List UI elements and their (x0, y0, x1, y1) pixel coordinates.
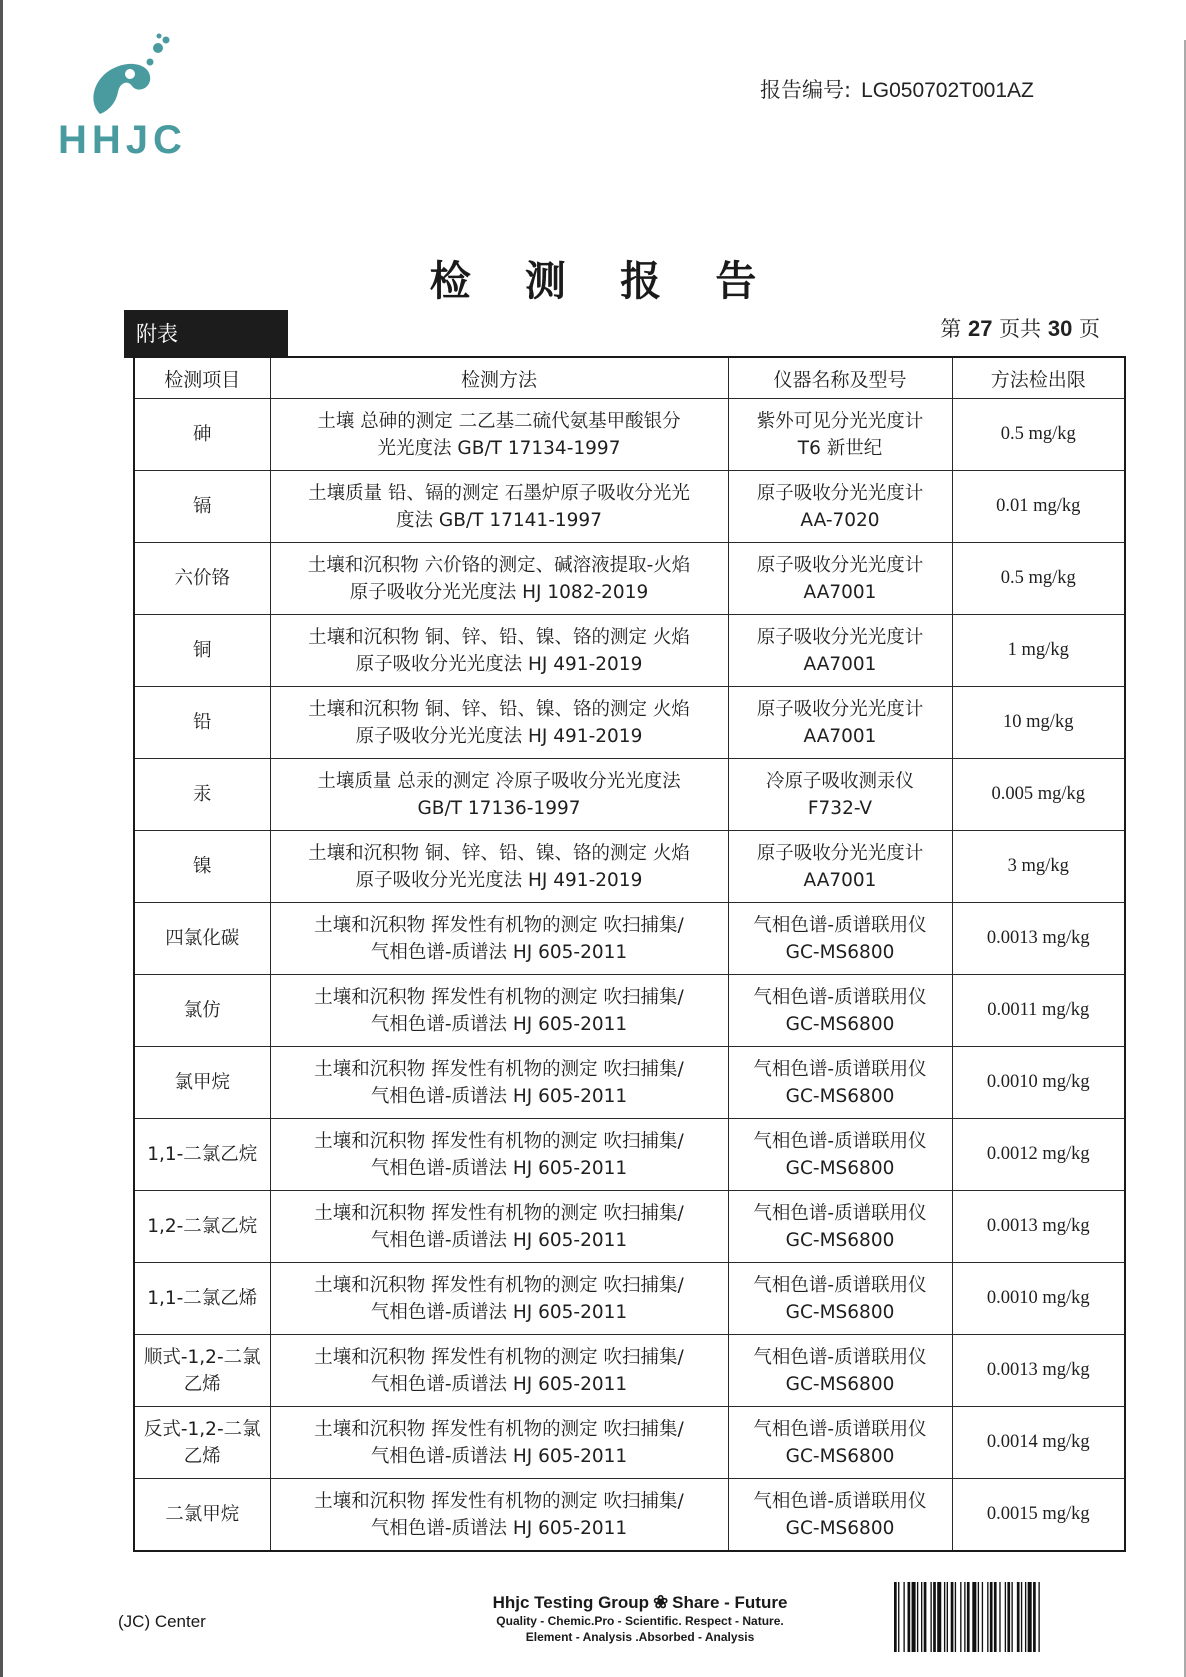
method-line-2: 原子吸收分光光度法 HJ 1082-2019 (349, 581, 649, 603)
table-row (134, 1047, 1125, 1119)
method-line-2: GB/T 17136-1997 (417, 797, 581, 819)
header-method: 检测方法 (270, 357, 728, 399)
instrument-name: 气相色谱-质谱联用仪 (753, 1058, 927, 1080)
method-line-2: 气相色谱-质谱法 HJ 605-2011 (370, 1517, 628, 1539)
cell-item (134, 1335, 270, 1407)
cell-method (270, 1407, 728, 1479)
instrument-model: AA7001 (803, 653, 877, 675)
cell-instrument (728, 903, 952, 975)
cell-limit: 0.005 mg/kg (952, 759, 1125, 831)
header-limit: 方法检出限 (952, 357, 1125, 399)
page-count-suffix: 页 (1079, 317, 1100, 341)
instrument-model: GC-MS6800 (785, 1301, 895, 1323)
logo-drop-icon (58, 30, 188, 120)
cell-limit: 0.5 mg/kg (952, 543, 1125, 615)
method-line-1: 土壤和沉积物 铜、锌、铅、镍、铬的测定 火焰 (308, 698, 690, 720)
instrument-name: 气相色谱-质谱联用仪 (753, 1418, 927, 1440)
header-instrument: 仪器名称及型号 (728, 357, 952, 399)
method-line-2: 气相色谱-质谱法 HJ 605-2011 (370, 1229, 628, 1251)
table-row (134, 1263, 1125, 1335)
brand-right: Share - Future (672, 1593, 788, 1612)
cell-limit: 10 mg/kg (952, 687, 1125, 759)
method-line-1: 土壤和沉积物 挥发性有机物的测定 吹扫捕集/ (314, 1274, 684, 1296)
instrument-name: 原子吸收分光光度计 (756, 554, 924, 576)
cell-limit: 0.0010 mg/kg (952, 1047, 1125, 1119)
footer-slogan-2: Element - Analysis .Absorbed - Analysis (525, 1630, 755, 1644)
cell-method (270, 1263, 728, 1335)
cell-limit: 0.0010 mg/kg (952, 1263, 1125, 1335)
method-line-2: 气相色谱-质谱法 HJ 605-2011 (370, 1301, 628, 1323)
method-line-1: 土壤和沉积物 挥发性有机物的测定 吹扫捕集/ (314, 1418, 684, 1440)
footer-brand-block (440, 1592, 840, 1645)
method-line-2: 原子吸收分光光度法 HJ 491-2019 (355, 725, 643, 747)
instrument-name: 气相色谱-质谱联用仪 (753, 1490, 927, 1512)
cell-instrument (728, 759, 952, 831)
method-line-1: 土壤和沉积物 挥发性有机物的测定 吹扫捕集/ (314, 1346, 684, 1368)
instrument-name: 紫外可见分光光度计 (756, 410, 924, 432)
instrument-model: AA-7020 (800, 509, 880, 531)
footer-slogan-1: Quality - Chemic.Pro - Scientific. Respect - Nature. (496, 1614, 784, 1628)
method-line-1: 土壤和沉积物 六价铬的测定、碱溶液提取-火焰 (307, 554, 691, 576)
cell-instrument (728, 615, 952, 687)
cell-item (134, 1191, 270, 1263)
instrument-model: GC-MS6800 (785, 1373, 895, 1395)
instrument-name: 原子吸收分光光度计 (756, 482, 924, 504)
method-line-2: 气相色谱-质谱法 HJ 605-2011 (370, 1373, 628, 1395)
instrument-name: 气相色谱-质谱联用仪 (753, 1202, 927, 1224)
method-line-1: 土壤和沉积物 挥发性有机物的测定 吹扫捕集/ (314, 1490, 684, 1512)
cell-limit: 0.01 mg/kg (952, 471, 1125, 543)
method-line-1: 土壤和沉积物 挥发性有机物的测定 吹扫捕集/ (314, 914, 684, 936)
cell-limit: 0.0014 mg/kg (952, 1407, 1125, 1479)
item-name: 六价铬 (174, 568, 230, 589)
cell-instrument (728, 1335, 952, 1407)
test-methods-table (133, 356, 1126, 1552)
method-line-1: 土壤和沉积物 铜、锌、铅、镍、铬的测定 火焰 (308, 626, 690, 648)
cell-item (134, 1479, 270, 1552)
footer-brand (440, 1592, 840, 1613)
cell-method (270, 471, 728, 543)
item-name: 镍 (192, 856, 212, 877)
cell-instrument (728, 1191, 952, 1263)
cell-item (134, 1263, 270, 1335)
item-name: 反式-1,2-二氯 乙烯 (143, 1418, 261, 1467)
cell-instrument (728, 1119, 952, 1191)
cell-instrument (728, 1047, 952, 1119)
cell-instrument (728, 831, 952, 903)
page-title: 检 测 报 告 (429, 257, 777, 305)
cell-item (134, 903, 270, 975)
cell-limit: 0.0015 mg/kg (952, 1479, 1125, 1552)
appendix-tag: 附表 (124, 310, 288, 358)
cell-method (270, 1119, 728, 1191)
item-name: 铅 (192, 712, 212, 733)
instrument-name: 原子吸收分光光度计 (756, 626, 924, 648)
table-row (134, 1119, 1125, 1191)
cell-item (134, 615, 270, 687)
method-line-2: 原子吸收分光光度法 HJ 491-2019 (355, 869, 643, 891)
method-line-2: 原子吸收分光光度法 HJ 491-2019 (355, 653, 643, 675)
table-row (134, 615, 1125, 687)
instrument-model: GC-MS6800 (785, 941, 895, 963)
cell-instrument (728, 399, 952, 471)
cell-instrument (728, 1407, 952, 1479)
cell-item (134, 759, 270, 831)
cell-limit: 0.0013 mg/kg (952, 1191, 1125, 1263)
cell-instrument (728, 1263, 952, 1335)
item-name: 汞 (192, 784, 212, 805)
item-name: 1,2-二氯乙烷 (147, 1216, 258, 1237)
footer-center-label: (JC) Center (118, 1612, 206, 1631)
cell-limit: 0.0013 mg/kg (952, 903, 1125, 975)
instrument-model: GC-MS6800 (785, 1013, 895, 1035)
cell-method (270, 1191, 728, 1263)
cell-item (134, 1047, 270, 1119)
cell-method (270, 1335, 728, 1407)
table-row (134, 471, 1125, 543)
method-line-1: 土壤和沉积物 挥发性有机物的测定 吹扫捕集/ (314, 1058, 684, 1080)
cell-method (270, 543, 728, 615)
logo-text: HHJC (58, 118, 187, 162)
cell-method (270, 615, 728, 687)
method-line-2: 气相色谱-质谱法 HJ 605-2011 (370, 941, 628, 963)
method-line-1: 土壤和沉积物 挥发性有机物的测定 吹扫捕集/ (314, 986, 684, 1008)
table-row (134, 975, 1125, 1047)
page-count-prefix: 第 (940, 317, 962, 341)
item-name: 氯甲烷 (174, 1072, 230, 1093)
cell-limit: 0.0012 mg/kg (952, 1119, 1125, 1191)
instrument-model: GC-MS6800 (785, 1229, 895, 1251)
cell-instrument (728, 543, 952, 615)
instrument-name: 气相色谱-质谱联用仪 (753, 986, 927, 1008)
cell-method (270, 687, 728, 759)
flower-icon: ❀ (653, 1592, 669, 1612)
page-count (940, 313, 1100, 343)
cell-method (270, 399, 728, 471)
instrument-name: 原子吸收分光光度计 (756, 698, 924, 720)
instrument-model: F732-V (807, 797, 873, 819)
instrument-name: 气相色谱-质谱联用仪 (753, 1274, 927, 1296)
item-name: 氯仿 (183, 1000, 221, 1021)
item-name: 铜 (192, 640, 212, 661)
table-row (134, 399, 1125, 471)
method-line-1: 土壤质量 铅、镉的测定 石墨炉原子吸收分光光 (308, 482, 690, 504)
cell-instrument (728, 687, 952, 759)
table-body (134, 399, 1125, 1552)
barcode-icon (894, 1582, 1102, 1652)
cell-limit: 0.0011 mg/kg (952, 975, 1125, 1047)
instrument-model: AA7001 (803, 725, 877, 747)
instrument-name: 气相色谱-质谱联用仪 (753, 914, 927, 936)
item-name: 1,1-二氯乙烯 (147, 1288, 258, 1309)
item-name: 1,1-二氯乙烷 (147, 1144, 258, 1165)
cell-item (134, 1119, 270, 1191)
instrument-name: 原子吸收分光光度计 (756, 842, 924, 864)
instrument-name: 冷原子吸收测汞仪 (765, 770, 914, 792)
item-name: 二氯甲烷 (165, 1504, 240, 1525)
header-item: 检测项目 (134, 357, 270, 399)
method-line-1: 土壤和沉积物 挥发性有机物的测定 吹扫捕集/ (314, 1130, 684, 1152)
table-header-row (134, 357, 1125, 399)
cell-item (134, 1407, 270, 1479)
cell-method (270, 831, 728, 903)
brand-left: Hhjc Testing Group (492, 1593, 650, 1612)
cell-item (134, 543, 270, 615)
cell-item (134, 687, 270, 759)
table-row (134, 543, 1125, 615)
method-line-1: 土壤质量 总汞的测定 冷原子吸收分光光度法 (317, 770, 681, 792)
method-line-1: 土壤 总砷的测定 二乙基二硫代氨基甲酸银分 (317, 410, 681, 432)
method-line-2: 气相色谱-质谱法 HJ 605-2011 (370, 1085, 628, 1107)
instrument-model: GC-MS6800 (785, 1157, 895, 1179)
method-line-2: 气相色谱-质谱法 HJ 605-2011 (370, 1445, 628, 1467)
table-row (134, 759, 1125, 831)
hhjc-logo (58, 30, 208, 165)
table-row (134, 1191, 1125, 1263)
cell-limit: 0.0013 mg/kg (952, 1335, 1125, 1407)
item-name: 镉 (192, 496, 212, 517)
method-line-2: 度法 GB/T 17141-1997 (396, 509, 602, 531)
cell-item (134, 975, 270, 1047)
table-row (134, 1335, 1125, 1407)
instrument-model: T6 新世纪 (797, 437, 883, 459)
cell-instrument (728, 471, 952, 543)
cell-method (270, 1047, 728, 1119)
method-line-1: 土壤和沉积物 铜、锌、铅、镍、铬的测定 火焰 (308, 842, 690, 864)
instrument-model: GC-MS6800 (785, 1445, 895, 1467)
cell-limit: 1 mg/kg (952, 615, 1125, 687)
cell-item (134, 471, 270, 543)
item-name: 顺式-1,2-二氯 乙烯 (143, 1346, 261, 1395)
cell-instrument (728, 1479, 952, 1552)
instrument-model: GC-MS6800 (785, 1085, 895, 1107)
page-current: 27 (967, 316, 993, 341)
cell-limit: 0.5 mg/kg (952, 399, 1125, 471)
cell-method (270, 1479, 728, 1552)
method-line-2: 光光度法 GB/T 17134-1997 (377, 437, 621, 459)
page-total: 30 (1047, 316, 1073, 341)
cell-method (270, 759, 728, 831)
instrument-model: GC-MS6800 (785, 1517, 895, 1539)
cell-method (270, 975, 728, 1047)
cell-item (134, 399, 270, 471)
cell-item (134, 831, 270, 903)
method-line-2: 气相色谱-质谱法 HJ 605-2011 (370, 1157, 628, 1179)
report-number-label: 报告编号: (760, 78, 852, 102)
table-row (134, 687, 1125, 759)
item-name: 砷 (192, 424, 212, 445)
instrument-name: 气相色谱-质谱联用仪 (753, 1130, 927, 1152)
item-name: 四氯化碳 (165, 928, 240, 949)
instrument-name: 气相色谱-质谱联用仪 (753, 1346, 927, 1368)
method-line-1: 土壤和沉积物 挥发性有机物的测定 吹扫捕集/ (314, 1202, 684, 1224)
table-row (134, 831, 1125, 903)
method-line-2: 气相色谱-质谱法 HJ 605-2011 (370, 1013, 628, 1035)
cell-instrument (728, 975, 952, 1047)
report-number (760, 74, 1034, 104)
table-row (134, 1479, 1125, 1552)
table-row (134, 903, 1125, 975)
cell-limit: 3 mg/kg (952, 831, 1125, 903)
instrument-model: AA7001 (803, 869, 877, 891)
report-number-value: LG050702T001AZ (861, 79, 1034, 102)
instrument-model: AA7001 (803, 581, 877, 603)
table-row (134, 1407, 1125, 1479)
cell-method (270, 903, 728, 975)
page-count-middle: 页共 (999, 317, 1042, 341)
